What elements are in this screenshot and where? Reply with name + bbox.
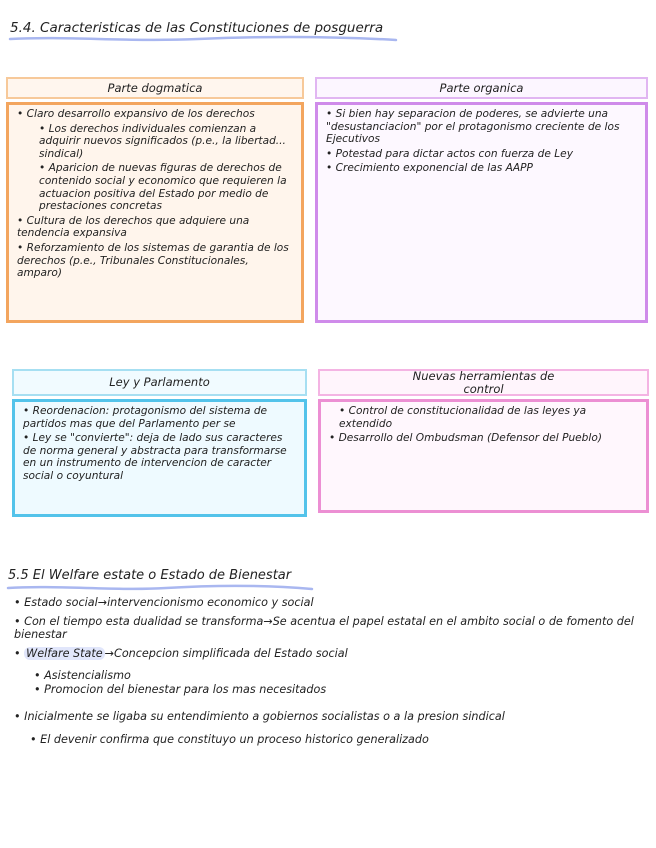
highlighted-term: Welfare State: [26, 646, 103, 660]
list-item: • Cultura de los derechos que adquiere una tendencia expansiva: [17, 214, 250, 240]
box-body: [6, 102, 304, 323]
box-parte-organica: [315, 77, 648, 323]
section-title-5-4: 5.4. Caracteristicas de las Constituciones de posguerra: [10, 20, 384, 36]
list-item-text: →Concepcion simplificada del Estado social: [104, 646, 348, 660]
list-item: • Desarrollo del Ombudsman (Defensor del Pueblo): [329, 432, 602, 445]
list-item: [14, 647, 639, 661]
section-title-5-5: 5.5 El Welfare estate o Estado de Bienestar: [8, 568, 292, 583]
title-underline: [8, 34, 398, 44]
box-ley-y-parlamento: [12, 369, 307, 517]
box-parte-dogmatica: [6, 77, 304, 323]
list-item: • Crecimiento exponencial de las AAPP: [326, 162, 533, 175]
box-header-label: Nuevas herramientas de control: [412, 368, 555, 396]
box-body: [318, 399, 649, 513]
section-5-5-body: [14, 596, 639, 746]
list-item: • Si bien hay separacion de poderes, se advierte una "desustanciacion" por el protagonismo creciente de los Ejecutivos: [326, 108, 620, 146]
list-item: • Con el tiempo esta dualidad se transforma→Se acentua el papel estatal en el ambito social o de fomento del bienestar: [14, 614, 634, 641]
box-header: [318, 369, 649, 396]
list-item: • Estado social→intervencionismo economico y social: [14, 596, 314, 609]
bullet: •: [14, 646, 25, 660]
list-item: • Control de constitucionalidad de las leyes ya extendido: [339, 405, 587, 430]
list-item: • Claro desarrollo expansivo de los derechos: [17, 108, 255, 120]
box-nuevas-herramientas: [318, 369, 649, 513]
box-header: Parte dogmatica: [6, 77, 304, 99]
list-item: • Los derechos individuales comienzan a adquirir nuevos significados (p.e., la libertad... sindical): [39, 122, 286, 160]
list-item: • Inicialmente se ligaba su entendimiento a gobiernos socialistas o a la presion sindical: [14, 710, 505, 723]
list-item: • El devenir confirma que constituyo un proceso historico generalizado: [30, 732, 429, 746]
list-item: • Promocion del bienestar para los mas necesitados: [34, 682, 327, 696]
list-item: • Asistencialismo: [34, 669, 131, 682]
title-underline: [6, 583, 316, 593]
list-item: • Potestad para dictar actos con fuerza de Ley: [326, 147, 573, 160]
list-item: • Ley se "convierte": deja de lado sus caracteres de norma general y abstracta para transformarse en un instrumento de intervencion de caracter social o coyuntural: [23, 432, 287, 482]
box-header: Parte organica: [315, 77, 648, 99]
box-body: [12, 399, 307, 517]
list-item: • Reordenacion: protagonismo del sistema de partidos mas que del Parlamento per se: [23, 405, 268, 430]
box-body: [315, 102, 648, 323]
list-item: • Aparicion de nuevas figuras de derechos de contenido social y economico que requieren la actuacion positiva del Estado por medio de prestaciones concretas: [39, 162, 287, 213]
list-item: • Reforzamiento de los sistemas de garantia de los derechos (p.e., Tribunales Constitucionales, amparo): [17, 241, 289, 280]
box-header: Ley y Parlamento: [12, 369, 307, 396]
